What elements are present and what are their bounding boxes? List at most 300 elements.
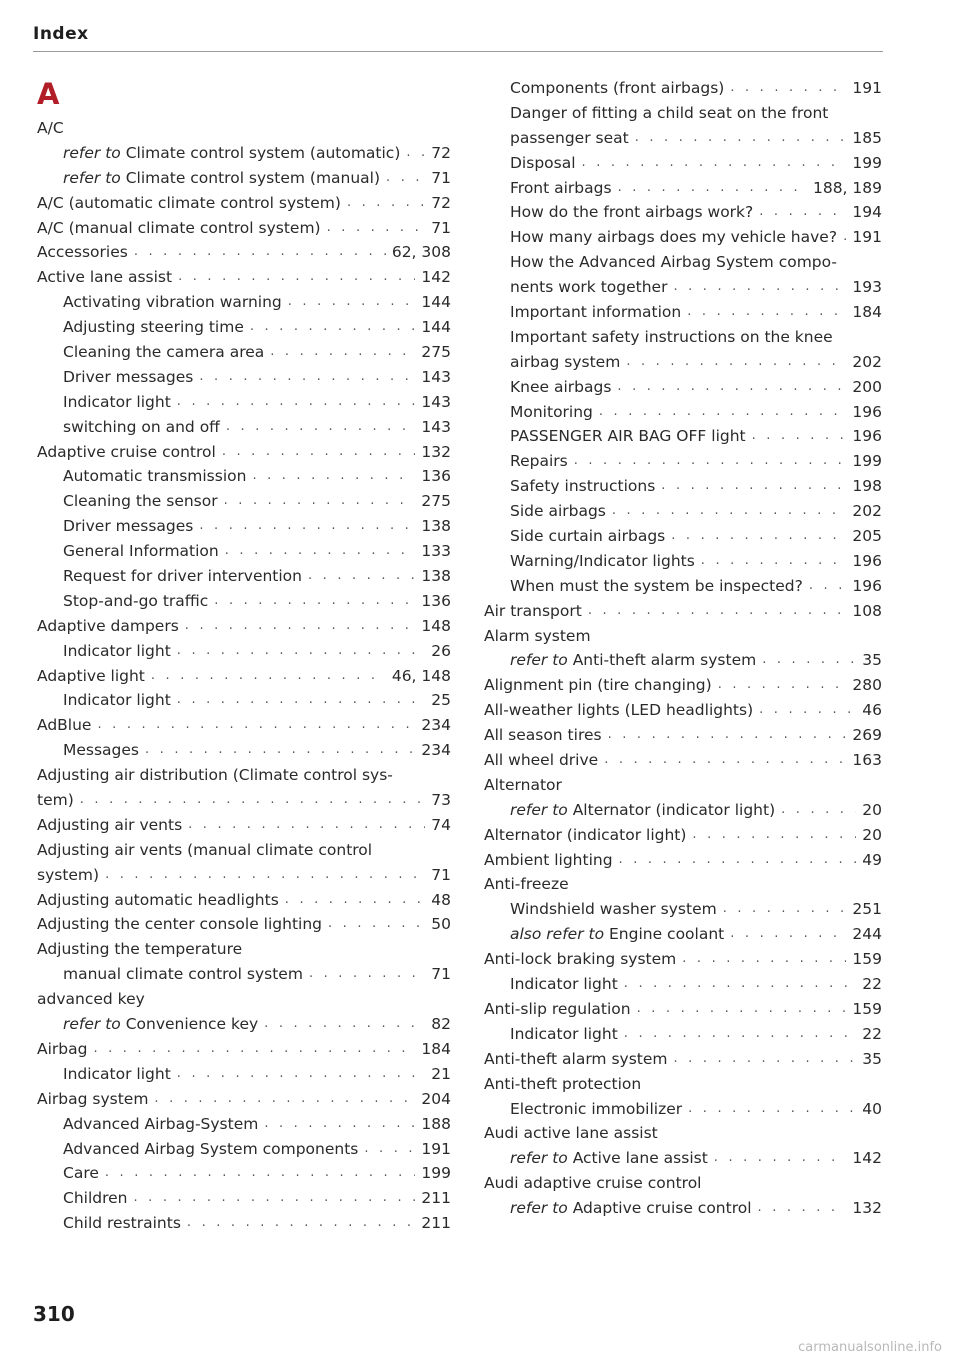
dot-leader [762,648,856,673]
entry-text: Indicator light [510,1024,618,1043]
entry-text: Anti-freeze [484,875,569,894]
entry-page: 194 [852,203,882,222]
entry-term [63,1211,181,1236]
entry-term [484,848,613,873]
entry-page: 199 [852,153,882,172]
index-entry [37,1062,451,1087]
index-entry [484,325,882,350]
index-entry [484,648,882,673]
entry-text: Danger of fitting a child seat on the front [510,103,829,122]
entry-reference: refer to [63,168,121,187]
entry-term [63,514,193,539]
watermark: carmanualsonline.info [798,1340,942,1355]
entry-term [63,962,303,987]
index-entry [37,365,451,390]
index-entry [37,191,451,216]
index-entry [484,200,882,225]
entry-page: 244 [852,925,882,944]
entry-page: 280 [852,676,882,695]
dot-leader [177,1062,425,1087]
entry-term [510,574,803,599]
entry-text: General Information [63,542,219,561]
entry-text: Adaptive cruise control [572,1199,752,1218]
index-entry [37,688,451,713]
entry-text: Audi active lane assist [484,1124,658,1143]
entry-page: 71 [431,965,451,984]
entry-term [37,614,179,639]
entry-page: 82 [431,1015,451,1034]
entry-text: Alternator (indicator light) [572,800,776,819]
entry-term [510,798,775,823]
entry-text: Active lane assist [37,268,173,287]
dot-leader [759,698,856,723]
index-entry [37,913,451,938]
entry-term [63,589,208,614]
dot-leader [199,365,415,390]
entry-term [63,539,219,564]
index-entry [37,614,451,639]
dot-leader [177,390,416,415]
entry-text: PASSENGER AIR BAG OFF light [510,427,746,446]
entry-term [63,489,218,514]
index-entry [37,962,451,987]
entry-text: Ambient lighting [484,850,613,869]
entry-text: manual climate control system [63,965,303,984]
entry-page: 196 [852,402,882,421]
dot-leader [612,499,847,524]
entry-page: 163 [852,751,882,770]
index-entry [37,116,451,141]
entry-text: passenger seat [510,128,629,147]
dot-leader [364,1137,415,1162]
entry-term [510,375,611,400]
entry-term [37,1037,87,1062]
index-entry [37,1012,451,1037]
index-entry [484,1022,882,1047]
entry-term [484,823,686,848]
entry-term [510,1196,752,1221]
dot-leader [327,216,426,241]
entry-term [37,440,216,465]
entry-page: 49 [862,850,882,869]
index-entry [484,250,882,275]
entry-text: When must the system be inspected? [510,576,803,595]
entry-page: 74 [431,815,451,834]
dot-leader [674,1047,857,1072]
entry-page: 144 [421,318,451,337]
dot-leader [347,191,425,216]
entry-page: 25 [431,691,451,710]
entry-term [510,1146,708,1171]
entry-text: nents work together [510,278,668,297]
entry-term [63,290,282,315]
index-entry [484,549,882,574]
entry-term [37,240,128,265]
entry-text: Adjusting the temperature [37,940,243,959]
dot-leader [688,1097,856,1122]
entry-text: Adaptive cruise control [37,442,216,461]
entry-page: 196 [852,427,882,446]
entry-term [37,664,145,689]
dot-leader [624,1022,856,1047]
entry-page: 191 [852,78,882,97]
entry-reference: refer to [510,1199,568,1218]
entry-term [510,972,618,997]
entry-text: Care [63,1164,99,1183]
dot-leader [608,723,847,748]
dot-leader [264,1112,415,1137]
index-entry [484,375,882,400]
index-entry [484,1047,882,1072]
entry-term [37,912,322,937]
entry-term [37,763,393,788]
entry-term [510,325,833,350]
dot-leader [264,1012,425,1037]
index-entry [484,1072,882,1097]
index-entry [484,972,882,997]
entry-term [37,813,182,838]
entry-page: 196 [852,551,882,570]
entry-page: 159 [852,950,882,969]
dot-leader [188,813,425,838]
entry-text: Airbag [37,1039,88,1058]
entry-page: 72 [431,193,451,212]
entry-text: Indicator light [63,1064,171,1083]
entry-page: 234 [421,716,451,735]
dot-leader [145,738,415,763]
entry-term [37,713,91,738]
dot-leader [250,315,416,340]
index-entry [37,1211,451,1236]
entry-term [37,937,242,962]
entry-text: Front airbags [510,178,612,197]
entry-text: Side airbags [510,502,606,521]
entry-text: airbag system [510,352,621,371]
entry-term [63,1186,128,1211]
entry-term [510,474,655,499]
entry-term [37,191,341,216]
entry-text: Repairs [510,452,568,471]
entry-term [63,1161,99,1186]
entry-page: 132 [852,1199,882,1218]
entry-page: 46 [862,701,882,720]
entry-text: How many airbags does my vehicle have? [510,228,838,247]
index-entry [484,1146,882,1171]
entry-text: Advanced Airbag System components [63,1139,359,1158]
index-entry [484,350,882,375]
entry-term [510,499,606,524]
dot-leader [105,1161,416,1186]
entry-page: 144 [421,293,451,312]
entry-term [510,76,724,101]
entry-term [510,250,837,275]
dot-leader [619,848,857,873]
dot-leader [288,290,416,315]
entry-page: 188, 189 [812,178,882,197]
entry-text: Indicator light [63,641,171,660]
index-entry [37,464,451,489]
entry-text: Adjusting steering time [63,318,244,337]
entry-term [510,101,828,126]
entry-text: system) [37,865,100,884]
entry-term [510,200,753,225]
index-entry [37,166,451,191]
index-entry [484,424,882,449]
entry-text: Children [63,1189,128,1208]
entry-page: 251 [852,900,882,919]
entry-term [484,1171,701,1196]
entry-page: 72 [431,143,451,162]
entry-term [484,1047,668,1072]
index-entry [37,415,451,440]
entry-text: Adaptive dampers [37,616,179,635]
header-divider [33,51,883,52]
left-entry-list [37,116,451,1236]
entry-page: 50 [431,915,451,934]
index-column-left [37,76,451,1236]
index-entry [484,300,882,325]
entry-term [63,738,139,763]
entry-page: 275 [421,343,451,361]
index-entry [484,524,882,549]
index-entry [484,748,882,773]
dot-leader [624,972,856,997]
dot-leader [80,788,426,813]
entry-text: Adjusting air vents (manual climate control [37,840,373,859]
entry-text: Adjusting the center console lighting [37,915,322,934]
index-entry [37,1186,451,1211]
entry-text: Airbag system [37,1089,149,1108]
entry-page: 211 [421,1189,451,1208]
entry-text: A/C (automatic climate control system) [37,193,341,212]
entry-term [63,166,380,191]
index-entry [484,823,882,848]
entry-term [63,639,171,664]
entry-text: AdBlue [37,716,92,735]
entry-text: Knee airbags [510,377,612,396]
entry-text: Warning/Indicator lights [510,551,695,570]
entry-page: 40 [862,1099,882,1118]
entry-text: All season tires [484,726,602,745]
entry-text: Alternator [484,775,562,794]
entry-reference: also refer to [510,925,605,944]
entry-text: Adjusting air distribution (Climate control sys- [37,766,393,785]
entry-text: Anti-lock braking system [484,950,677,969]
entry-page: 138 [421,517,451,536]
dot-leader [671,524,846,549]
entry-page: 202 [852,352,882,371]
entry-text: Alternator (indicator light) [484,825,687,844]
index-entry [37,838,451,863]
entry-term [484,773,562,798]
entry-term [510,449,568,474]
entry-reference: refer to [510,651,568,670]
index-entry [37,489,451,514]
index-entry [484,897,882,922]
dot-leader [328,912,425,937]
dot-leader [187,1211,416,1236]
index-entry [484,275,882,300]
index-entry [484,798,882,823]
entry-page: 193 [852,278,882,297]
index-entry [484,773,882,798]
entry-page: 199 [852,452,882,471]
entry-text: Automatic transmission [63,467,247,486]
entry-page: 143 [421,367,451,386]
entry-text: Anti-theft alarm system [572,651,757,670]
entry-text: Child restraints [63,1214,181,1233]
dot-leader [270,340,415,365]
entry-reference: refer to [510,1149,568,1168]
right-entry-list [484,76,882,1221]
entry-page: 142 [421,268,451,287]
entry-page: 159 [852,999,882,1018]
index-entry [484,873,882,898]
entry-term [37,116,64,141]
entry-text: Indicator light [63,691,171,710]
index-entry [37,937,451,962]
entry-page: 22 [862,975,882,994]
dot-leader [226,415,416,440]
entry-text: Activating vibration warning [63,293,282,312]
index-entry [37,564,451,589]
entry-term [510,549,695,574]
entry-page: 62, 308 [391,243,451,262]
dot-leader [154,1087,415,1112]
entry-text: Important information [510,303,682,321]
dot-leader [134,240,386,265]
entry-text: Indicator light [63,392,171,411]
entry-term [484,748,598,773]
dot-leader [626,350,846,375]
index-entry [484,499,882,524]
dot-leader [673,275,846,300]
entry-page: 204 [421,1089,451,1108]
page-number: 310 [33,1302,75,1326]
index-entry [484,922,882,947]
entry-page: 205 [852,527,882,546]
entry-page: 199 [421,1164,451,1183]
entry-text: All wheel drive [484,751,599,770]
entry-reference: refer to [510,800,568,819]
dot-leader [604,748,846,773]
dot-leader [178,265,415,290]
entry-page: 191 [421,1139,451,1158]
entry-text: Adaptive light [37,666,145,685]
entry-term [63,390,171,415]
entry-page: 143 [421,392,451,411]
dot-leader [723,897,847,922]
entry-term [63,688,171,713]
index-entry [484,599,882,624]
entry-term [63,315,244,340]
dot-leader [781,798,856,823]
entry-text: Request for driver intervention [63,567,302,586]
dot-leader [252,464,415,489]
dot-leader [199,514,415,539]
index-entry [484,76,882,101]
index-entry [37,1087,451,1112]
entry-page: 275 [421,492,451,511]
section-letter: A [37,77,60,111]
entry-term [63,564,302,589]
entry-page: 143 [421,417,451,436]
index-entry [484,225,882,250]
entry-page: 133 [421,542,451,561]
dot-leader [225,539,416,564]
entry-text: Cleaning the camera area [63,343,265,361]
index-entry [484,101,882,126]
entry-term [510,1022,618,1047]
entry-term [484,723,602,748]
dot-leader [682,947,846,972]
entry-term [510,400,593,425]
dot-leader [759,200,846,225]
entry-term [484,947,676,972]
entry-text: Driver messages [63,517,194,536]
entry-term [63,1062,171,1087]
index-entry [484,400,882,425]
entry-page: 136 [421,467,451,486]
index-entry [37,265,451,290]
entry-text: Adjusting automatic headlights [37,890,279,909]
dot-leader [718,673,847,698]
entry-page: 138 [421,567,451,586]
entry-term [484,624,591,649]
index-entry [37,589,451,614]
entry-text: How the Advanced Airbag System compo- [510,253,838,272]
index-entry [37,987,451,1012]
entry-term [63,340,264,365]
entry-term [63,141,400,166]
entry-term [63,365,193,390]
entry-term [484,1072,641,1097]
entry-term [37,838,372,863]
index-entry [484,1196,882,1221]
index-entry [37,290,451,315]
dot-leader [758,1196,847,1221]
index-entry [37,863,451,888]
entry-page: 188 [421,1114,451,1133]
entry-reference: refer to [63,1015,121,1034]
entry-text: Anti-theft alarm system [484,1049,668,1068]
entry-term [37,987,145,1012]
index-entry [37,738,451,763]
entry-term [37,1087,148,1112]
entry-page: 20 [862,800,882,819]
entry-page: 71 [431,218,451,237]
entry-page: 73 [431,791,451,810]
entry-term [63,1112,258,1137]
entry-term [63,1012,258,1037]
entry-text: Accessories [37,243,128,262]
entry-term [37,788,74,813]
entry-text: tem) [37,791,74,810]
dot-leader [809,574,847,599]
entry-text: Anti-slip regulation [484,999,631,1018]
entry-term [510,1097,682,1122]
entry-term [510,897,717,922]
index-entry [37,1137,451,1162]
entry-term [63,415,220,440]
entry-page: 184 [852,303,882,321]
index-entry [37,713,451,738]
dot-leader [637,997,847,1022]
index-entry [37,315,451,340]
entry-term [510,275,667,300]
index-entry [484,624,882,649]
index-entry [37,539,451,564]
